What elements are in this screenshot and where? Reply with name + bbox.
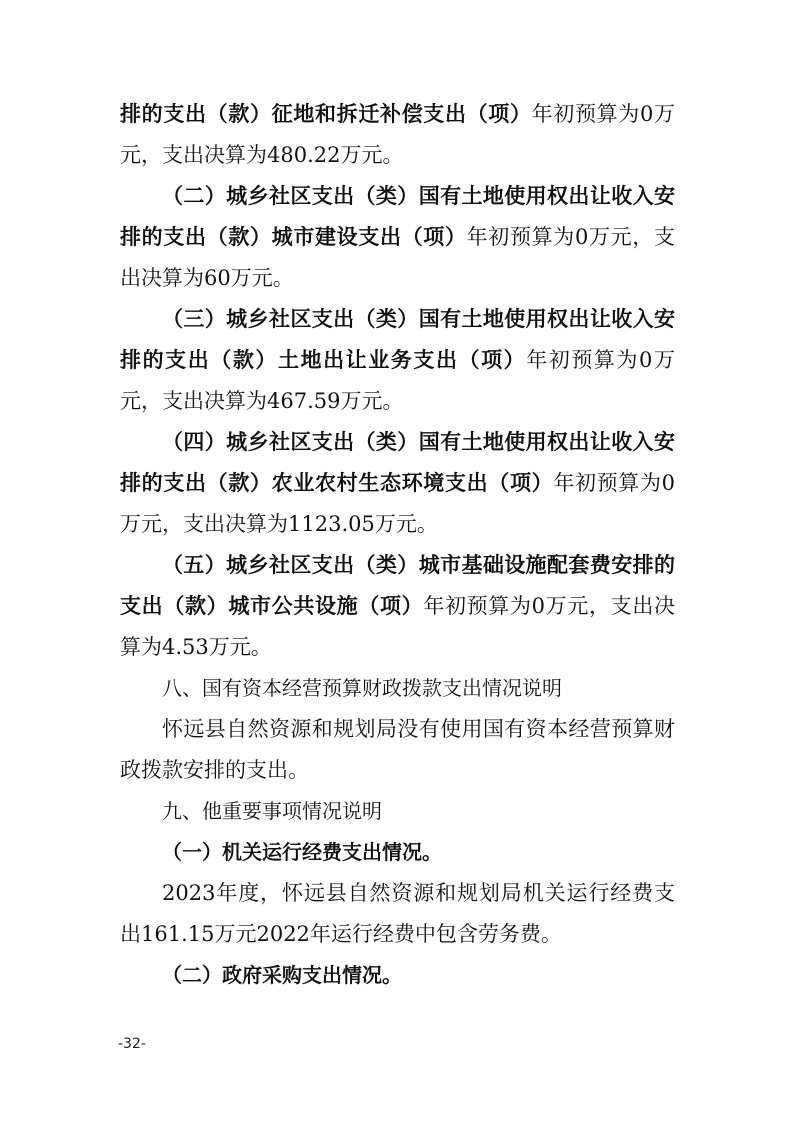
section-9-sub1-body: 2023年度，怀远县自然资源和规划局机关运行经费支出161.15万元2022年运行经费中包含劳务费。 (120, 881, 675, 946)
page-number: -32- (118, 1036, 146, 1052)
paragraph-public-facilities (120, 545, 675, 668)
paragraph-bold-text: （四）城乡社区支出（类）国有土地使用权出让收入安排的支出（款）农业农村生态环境支出（项） (120, 430, 675, 495)
paragraph-land-compensation (120, 94, 675, 176)
section-8-heading: 八、国有资本经营预算财政拨款支出情况说明 (162, 676, 562, 700)
paragraph-text: 年初预算为0万元，支出决算为4.53万元。 (120, 594, 675, 659)
paragraph-text: 年初预算为0万元，支出决算为60万元。 (120, 225, 675, 290)
section-8-body: 怀远县自然资源和规划局没有使用国有资本经营预算财政拨款安排的支出。 (120, 717, 675, 782)
section-9-subheading-2: （二）政府采购支出情况。 (162, 963, 402, 987)
document-body (120, 94, 675, 996)
section-9-heading: 九、他重要事项情况说明 (162, 799, 382, 823)
paragraph-urban-construction (120, 176, 675, 299)
paragraph-text: 年初预算为0万元，支出决算为1123.05万元。 (120, 471, 675, 536)
paragraph-bold-text: （五）城乡社区支出（类）城市基础设施配套费安排的支出（款）城市公共设施（项） (120, 553, 675, 618)
paragraph-bold-text: （三）城乡社区支出（类）国有土地使用权出让收入安排的支出（款）土地出让业务支出（项） (120, 307, 675, 372)
paragraph-bold-text: 排的支出（款）征地和拆迁补偿支出（项） (120, 102, 532, 126)
paragraph-bold-text: （二）城乡社区支出（类）国有土地使用权出让收入安排的支出（款）城市建设支出（项） (120, 184, 675, 249)
section-9-subheading-1: （一）机关运行经费支出情况。 (162, 840, 442, 864)
paragraph-rural-ecology (120, 422, 675, 545)
paragraph-text: 年初预算为0万元，支出决算为467.59万元。 (120, 348, 675, 413)
paragraph-land-transfer (120, 299, 675, 422)
paragraph-text: 年初预算为0万元，支出决算为480.22万元。 (120, 102, 675, 167)
